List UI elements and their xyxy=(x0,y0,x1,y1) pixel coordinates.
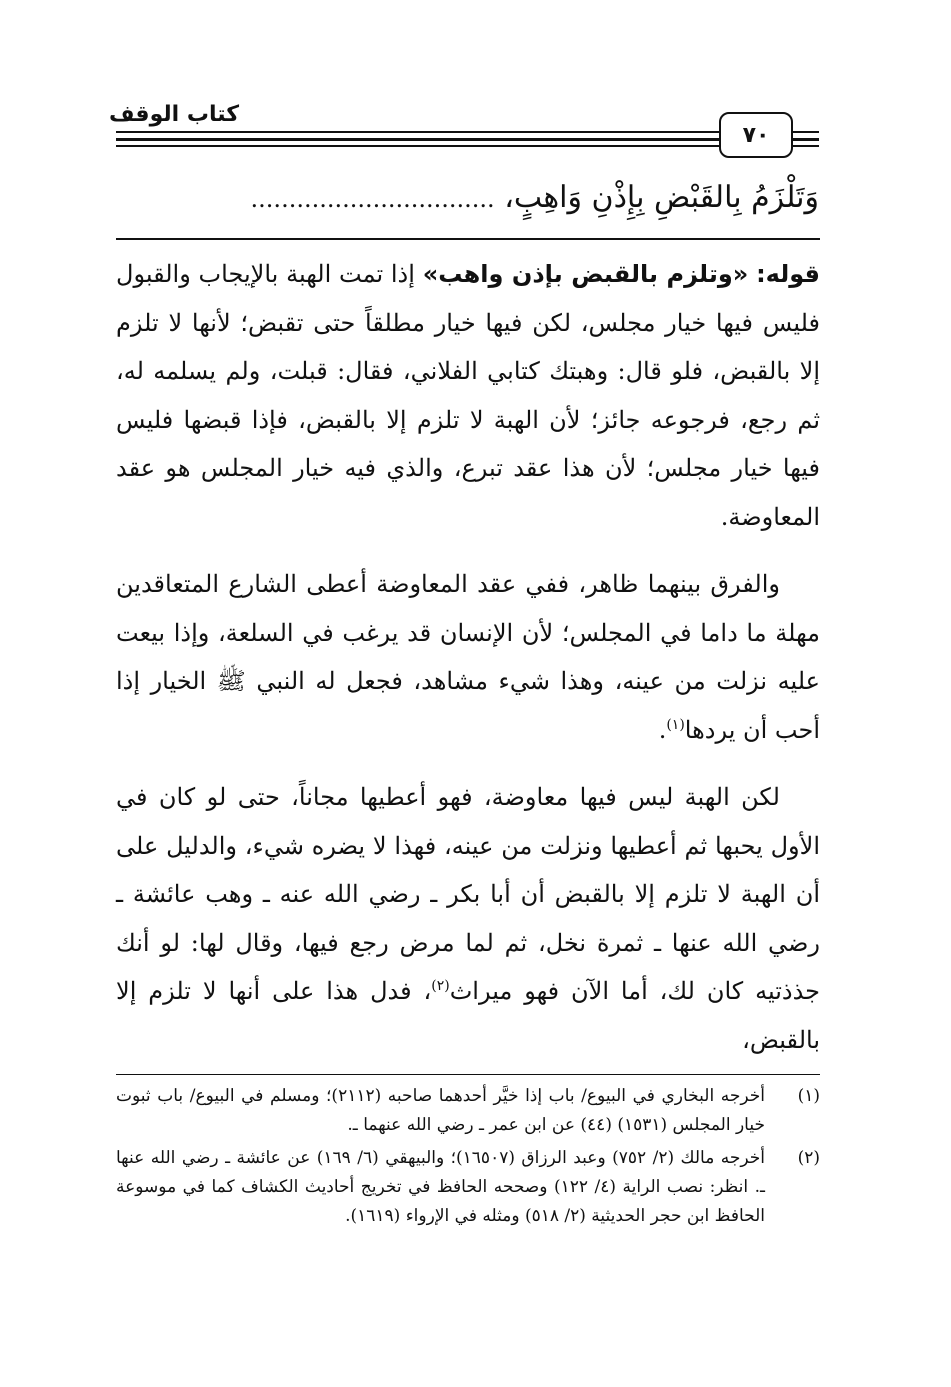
header-rule xyxy=(116,145,719,147)
matn-text: وَتَلْزَمُ بِالقَبْضِ بِإِذْنِ وَاهِبٍ، xyxy=(504,180,819,215)
footnote-rule xyxy=(116,1074,820,1075)
header-rule xyxy=(789,131,819,133)
footnote-text: أخرجه مالك (٢/ ٧٥٢) وعبد الرزاق (١٦٥٠٧)؛ والبيهقي (٦/ ١٦٩) عن عائشة ـ رضي الله عنها ـ. انظر: نصب الراية (٤/ ١٢٢) وصححه الحافظ في تخريج أحاديث الكشاف كما في موسوعة الحافظ ابن حجر الحديثية (٢/ ٥١٨) ومثله في الإرواء (١٦١٩). xyxy=(116,1148,765,1226)
footnote-text: أخرجه البخاري في البيوع/ باب إذا خيَّر أحدهما صاحبه (٢١١٢)؛ ومسلم في البيوع/ باب ثبوت خيار المجلس (١٥٣١) (٤٤) عن ابن عمر ـ رضي الله عنهما ـ. xyxy=(116,1086,765,1135)
footnote-number: (١) xyxy=(797,1086,820,1106)
paragraph-text-tail: . xyxy=(658,715,667,744)
paragraph-2 xyxy=(116,560,820,754)
commentary-lead: قوله: xyxy=(756,260,821,288)
footnotes xyxy=(116,1082,820,1235)
header-rule xyxy=(116,138,719,141)
paragraph-text: إذا تمت الهبة بالإيجاب والقبول فليس فيها خيار مجلس، لكن فيها خيار مطلقاً حتى تقبض؛ لأنها لا تلزم إلا بالقبض، فلو قال: وهبتك كتابي الفلاني، فقال: قبلت، ولم يسلمه له، ثم رجع، فرجوعه جائز؛ لأن الهبة لا تلزم إلا بالقبض، فإذا قبضها فليس فيها خيار مجلس؛ لأن هذا عقد تبرع، والذي فيه خيار المجلس هو عقد المعاوضة. xyxy=(116,260,820,531)
paragraph-3 xyxy=(116,773,820,1064)
header-rule xyxy=(789,145,819,147)
footnote-2 xyxy=(116,1144,820,1231)
paragraph-text: لكن الهبة ليس فيها معاوضة، فهو أعطيها مجاناً، حتى لو كان في الأول يحبها ثم أعطيها ونزلت من عينه، فهذا لا يضره شيء، والدليل على أن الهبة لا تلزم إلا بالقبض أن أبا بكر ـ رضي الله عنه ـ وهب عائشة ـ رضي الله عنها ـ ثمرة نخل، ثم لما مرض رجع فيها، وقال لها: لو أنك جذذتيه كان لك، أما الآن فهو ميراث xyxy=(116,783,821,1005)
header-rule xyxy=(789,138,819,141)
body-text xyxy=(116,250,820,1083)
paragraph-text: والفرق بينهما ظاهر، ففي عقد المعاوضة أعطى الشارع المتعاقدين مهلة ما داما في المجلس؛ لأن الإنسان قد يرغب في السلعة، وإذا بيعت عليه نزلت من عينه، وهذا شيء مشاهد، فجعل له النبي ﷺ الخيار إذا أحب أن يردها xyxy=(116,570,820,744)
quoted-matn: «وتلزم بالقبض بإذن واهب» xyxy=(422,260,749,288)
matn-dots: ................................ xyxy=(250,185,495,213)
footnote-number: (٢) xyxy=(797,1148,820,1168)
footnote-1 xyxy=(116,1082,820,1140)
header-rule xyxy=(116,131,719,133)
paragraph-1 xyxy=(116,250,820,541)
footnote-ref-2[interactable]: (٢) xyxy=(431,978,450,994)
paragraph-text-tail: ، فدل هذا على أنها لا تلزم إلا بالقبض، xyxy=(116,977,820,1054)
matn-rule xyxy=(116,238,820,240)
running-title: كتاب الوقف xyxy=(108,102,239,127)
page-number: ٧٠ xyxy=(719,112,793,158)
footnote-ref-1[interactable]: (١) xyxy=(666,716,685,733)
matn-line xyxy=(119,168,819,229)
